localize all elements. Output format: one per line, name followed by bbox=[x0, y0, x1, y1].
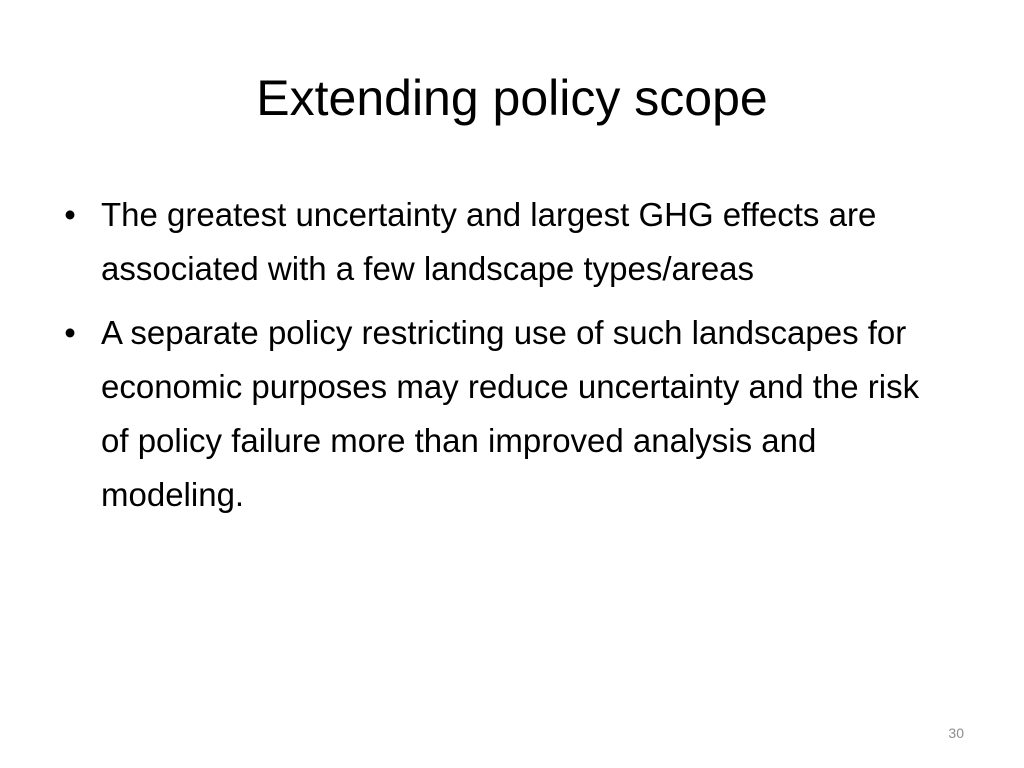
bullet-text: A separate policy restricting use of such landscapes for economic purposes may reduce uncertainty and the risk of policy failure more than improved analysis and modeling. bbox=[101, 314, 920, 513]
bullet-item bbox=[60, 306, 940, 522]
slide-number: 30 bbox=[948, 725, 964, 741]
bullet-icon: • bbox=[64, 314, 76, 351]
bullet-list bbox=[60, 188, 940, 532]
slide-title: Extending policy scope bbox=[256, 70, 768, 126]
bullet-icon: • bbox=[64, 196, 76, 233]
bullet-text: The greatest uncertainty and largest GHG effects are associated with a few landscape types/areas bbox=[101, 196, 877, 287]
bullet-item bbox=[60, 188, 940, 296]
